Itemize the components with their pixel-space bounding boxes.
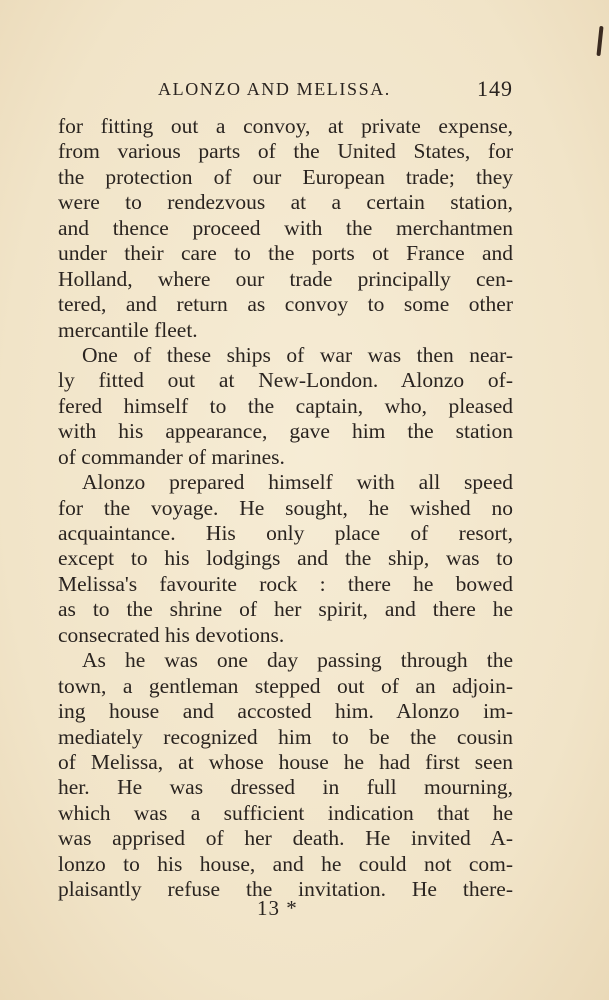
- text-line: Holland, where our trade principally cen-: [58, 266, 513, 291]
- text-line: her. He was dressed in full mourning,: [58, 775, 513, 800]
- body-text: [58, 114, 513, 903]
- text-line-paragraph-start: Alonzo prepared himself with all speed: [82, 470, 513, 495]
- text-line: under their care to the ports ot France and: [58, 241, 513, 266]
- text-line: as to the shrine of her spirit, and there he: [58, 597, 513, 622]
- text-line: for fitting out a convoy, at private expense,: [58, 114, 513, 138]
- text-line-paragraph-end: consecrated his devotions.: [58, 622, 285, 647]
- text-line: and thence proceed with the merchantmen: [58, 215, 513, 240]
- page-edge-mark: [596, 26, 603, 56]
- text-line: fered himself to the captain, who, pleased: [58, 393, 513, 418]
- text-line: of Melissa, at whose house he had first seen: [58, 749, 513, 774]
- text-line: acquaintance. His only place of resort,: [58, 521, 513, 545]
- text-line: ing house and accosted him. Alonzo im-: [58, 699, 513, 724]
- running-title: ALONZO AND MELISSA.: [158, 79, 391, 99]
- text-line: ly fitted out at New-London. Alonzo of-: [58, 368, 513, 393]
- page-number: 149: [477, 76, 513, 101]
- text-line-paragraph-end: of commander of marines.: [58, 444, 285, 469]
- text-line: was apprised of her death. He invited A-: [58, 826, 513, 851]
- text-line: with his appearance, gave him the station: [58, 419, 513, 444]
- text-line: lonzo to his house, and he could not com-: [58, 851, 513, 876]
- text-line: tered, and return as convoy to some other: [58, 292, 513, 317]
- text-line: from various parts of the United States, for: [58, 139, 513, 164]
- text-line: plaisantly refuse the invitation. He there-: [58, 877, 513, 902]
- text-line: town, a gentleman stepped out of an adjoin-: [58, 673, 513, 698]
- text-line: the protection of our European trade; they: [58, 164, 513, 189]
- text-line: which was a sufficient indication that he: [58, 800, 513, 825]
- text-line: for the voyage. He sought, he wished no: [58, 495, 513, 520]
- running-head: [58, 76, 513, 106]
- text-line-paragraph-start: As he was one day passing through the: [82, 648, 513, 673]
- text-line-paragraph-end: mercantile fleet.: [58, 317, 198, 342]
- text-line: Melissa's favourite rock : there he bowed: [58, 571, 513, 596]
- signature-mark: 13 *: [257, 896, 298, 920]
- text-line: were to rendezvous at a certain station,: [58, 190, 513, 215]
- text-line: mediately recognized him to be the cousin: [58, 724, 513, 749]
- text-line-paragraph-start: One of these ships of war was then near-: [82, 342, 513, 367]
- text-line: except to his lodgings and the ship, was to: [58, 546, 513, 571]
